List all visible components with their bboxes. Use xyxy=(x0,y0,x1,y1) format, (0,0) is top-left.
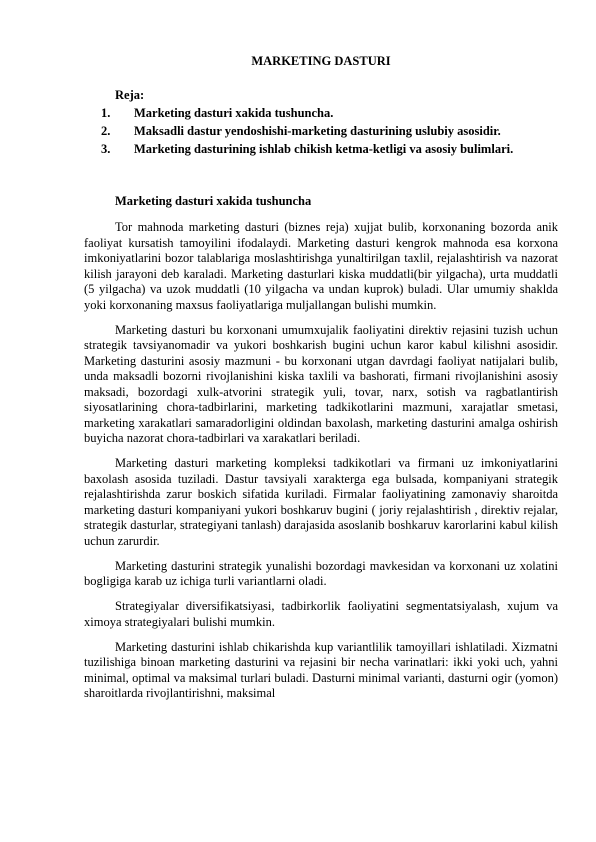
plan-item xyxy=(84,104,558,122)
plan-label: Reja: xyxy=(115,88,145,102)
paragraph: Marketing dasturi bu korxonani umumxujalik faoliyatini direktiv rejasini tuzish uchun strategik tavsiyanomadir va yukori boshkarish bugini uchun karor kabul kilishni asosidir. Marketing dasturini asosiy mazmuni - bu korxonani utgan davrdagi faoliyat natijalari bulib, unda maksadli bozorni rivojlanishini kiska taxlili va bashorati, firmani rivojlanishini asosiy maksadi, bozordagi xulk-atvorini strategik yuli, tovar, narx, sotish va ragbatlantirish siyosatlarining chora-tadbirlarini, marketing tadkikotlarini mazmuni, xarajatlar smetasi, marketing xarakatlari samaradorligini oldindan baxolash, marketing dasturini amalga oshirish buyicha nazorat chora-tadbirlari va xarakatlari beriladi. xyxy=(84,322,558,445)
document-page xyxy=(84,54,558,711)
paragraph: Tor mahnoda marketing dasturi (biznes reja) xujjat bulib, korxonaning bozorda anik faoliyat kursatish tamoyilini ifodalaydi. Marketing dasturi kengrok mahnoda esa korxona imkoniyatlarini bozor talablariga moslashtirishga yunaltirilgan taxlil, rejalashtirish va nazorat kilish jarayoni deb karaladi. Marketing dasturlari kiska muddatli(bir yilgacha), urta muddatli (5 yilgacha) va uzok muddatli (10 yilgacha va undan kuprok) buladi. Ular umumiy shaklda yoki korxonaning maxsus faoliyatlariga muljallangan bulishi mumkin. xyxy=(84,220,558,312)
plan-item-text: Maksadli dastur yendoshishi-marketing dasturining uslubiy asosidir. xyxy=(134,124,501,138)
section-title: Marketing dasturi xakida tushuncha xyxy=(115,194,312,208)
plan-item-number: 3. xyxy=(101,142,111,156)
paragraph: Marketing dasturini ishlab chikarishda kup variantlilik tamoyillari ishlatiladi. Xizmatni tuzilishiga binoan marketing dasturini va rejasini bir necha varinatlari: ikki yoki uch, yahni minimal, optimal va maksimal turlari buladi. Dasturni minimal varianti, dasturni ogir (yomon) sharoitlarda rivojlantirishni, maksimal xyxy=(84,639,558,700)
paragraph: Marketing dasturi marketing kompleksi tadkikotlari va firmani uz imkoniyatlarini baxolash asosida tuziladi. Dastur tavsiyali xarakterga ega bulsada, kompaniyani strategik rejalashtirishda zarur boskich sifatida kuriladi. Firmalar faoliyatining zamonaviy sharoitda marketing dasturi kompaniyani yukori boshkaruv bugini ( joriy rejalashtirish , direktiv rejalar, strategik dasturlar, strategiyani tanlash) darajasida asoslanib boshkaruv karorlarini kabul kilish uchun zarurdir. xyxy=(84,456,558,548)
plan-item-text: Marketing dasturining ishlab chikish ketma-ketligi va asosiy bulimlari. xyxy=(134,142,514,156)
plan-item xyxy=(84,122,558,140)
plan-list xyxy=(84,104,558,158)
document-title: MARKETING DASTURI xyxy=(251,54,391,68)
plan-item xyxy=(84,140,558,158)
paragraph: Strategiyalar diversifikatsiyasi, tadbirkorlik faoliyatini segmentatsiyalash, xujum va ximoya strategiyalari bulishi mumkin. xyxy=(84,599,558,629)
plan-item-number: 1. xyxy=(101,106,111,120)
plan-item-number: 2. xyxy=(101,124,111,138)
plan-item-text: Marketing dasturi xakida tushuncha. xyxy=(134,106,334,120)
paragraph: Marketing dasturini strategik yunalishi bozordagi mavkesidan va korxonani uz xolatini bogligiga karab uz ichiga turli variantlarni oladi. xyxy=(84,558,558,588)
